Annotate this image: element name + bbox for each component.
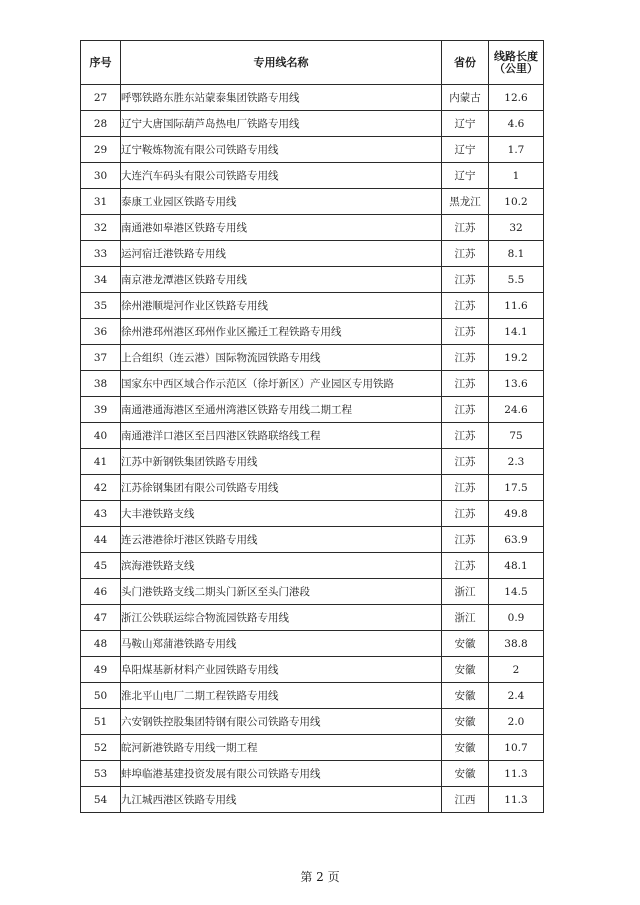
cell-name: 上合组织（连云港）国际物流园铁路专用线 xyxy=(121,345,442,371)
cell-province: 安徽 xyxy=(442,657,489,683)
cell-no: 53 xyxy=(81,761,121,787)
cell-province: 江苏 xyxy=(442,475,489,501)
table-row xyxy=(81,735,544,761)
table-row xyxy=(81,215,544,241)
cell-length: 1.7 xyxy=(489,137,544,163)
table-row xyxy=(81,85,544,111)
cell-name: 辽宁鞍炼物流有限公司铁路专用线 xyxy=(121,137,442,163)
cell-no: 41 xyxy=(81,449,121,475)
cell-province: 江苏 xyxy=(442,423,489,449)
cell-name: 滨海港铁路支线 xyxy=(121,553,442,579)
cell-length: 10.2 xyxy=(489,189,544,215)
cell-province: 江苏 xyxy=(442,553,489,579)
cell-province: 江苏 xyxy=(442,215,489,241)
cell-province: 江苏 xyxy=(442,241,489,267)
table-row xyxy=(81,475,544,501)
cell-no: 34 xyxy=(81,267,121,293)
cell-length: 19.2 xyxy=(489,345,544,371)
cell-no: 43 xyxy=(81,501,121,527)
cell-no: 42 xyxy=(81,475,121,501)
table-body xyxy=(81,85,544,813)
cell-no: 36 xyxy=(81,319,121,345)
cell-no: 45 xyxy=(81,553,121,579)
cell-no: 27 xyxy=(81,85,121,111)
cell-province: 辽宁 xyxy=(442,137,489,163)
cell-name: 徐州港邳州港区邳州作业区搬迁工程铁路专用线 xyxy=(121,319,442,345)
table-row xyxy=(81,579,544,605)
cell-length: 8.1 xyxy=(489,241,544,267)
table-row xyxy=(81,761,544,787)
cell-province: 江苏 xyxy=(442,527,489,553)
cell-province: 江苏 xyxy=(442,319,489,345)
cell-province: 浙江 xyxy=(442,605,489,631)
cell-no: 38 xyxy=(81,371,121,397)
cell-name: 皖河新港铁路专用线一期工程 xyxy=(121,735,442,761)
cell-length: 11.6 xyxy=(489,293,544,319)
cell-length: 13.6 xyxy=(489,371,544,397)
header-no: 序号 xyxy=(81,41,121,85)
cell-length: 49.8 xyxy=(489,501,544,527)
cell-name: 南通港通海港区至通州湾港区铁路专用线二期工程 xyxy=(121,397,442,423)
table-row xyxy=(81,241,544,267)
cell-province: 江苏 xyxy=(442,397,489,423)
cell-name: 江苏中新钢铁集团铁路专用线 xyxy=(121,449,442,475)
cell-name: 大丰港铁路支线 xyxy=(121,501,442,527)
cell-length: 2.4 xyxy=(489,683,544,709)
railway-line-table xyxy=(80,40,544,813)
table-row xyxy=(81,683,544,709)
table-row xyxy=(81,605,544,631)
cell-province: 江苏 xyxy=(442,293,489,319)
cell-length: 75 xyxy=(489,423,544,449)
header-length-line2: （公里） xyxy=(494,61,538,75)
table-row xyxy=(81,449,544,475)
table-row xyxy=(81,163,544,189)
cell-name: 江苏徐钢集团有限公司铁路专用线 xyxy=(121,475,442,501)
table-row xyxy=(81,423,544,449)
cell-province: 江西 xyxy=(442,787,489,813)
cell-no: 51 xyxy=(81,709,121,735)
cell-no: 54 xyxy=(81,787,121,813)
cell-no: 33 xyxy=(81,241,121,267)
cell-province: 黑龙江 xyxy=(442,189,489,215)
table-header-row xyxy=(81,41,544,85)
table-row xyxy=(81,397,544,423)
table-row xyxy=(81,319,544,345)
cell-no: 32 xyxy=(81,215,121,241)
cell-province: 江苏 xyxy=(442,501,489,527)
cell-length: 4.6 xyxy=(489,111,544,137)
header-length xyxy=(489,41,544,85)
cell-name: 头门港铁路支线二期头门新区至头门港段 xyxy=(121,579,442,605)
cell-name: 九江城西港区铁路专用线 xyxy=(121,787,442,813)
header-length-line1: 线路长度 xyxy=(494,49,538,63)
cell-no: 50 xyxy=(81,683,121,709)
cell-length: 63.9 xyxy=(489,527,544,553)
cell-length: 17.5 xyxy=(489,475,544,501)
header-province: 省份 xyxy=(442,41,489,85)
cell-length: 14.5 xyxy=(489,579,544,605)
cell-length: 24.6 xyxy=(489,397,544,423)
cell-name: 连云港港徐圩港区铁路专用线 xyxy=(121,527,442,553)
cell-no: 48 xyxy=(81,631,121,657)
cell-province: 安徽 xyxy=(442,735,489,761)
cell-province: 浙江 xyxy=(442,579,489,605)
cell-length: 12.6 xyxy=(489,85,544,111)
cell-name: 呼鄂铁路东胜东站蒙泰集团铁路专用线 xyxy=(121,85,442,111)
cell-province: 安徽 xyxy=(442,631,489,657)
cell-name: 淮北平山电厂二期工程铁路专用线 xyxy=(121,683,442,709)
cell-province: 辽宁 xyxy=(442,163,489,189)
cell-name: 阜阳煤基新材料产业园铁路专用线 xyxy=(121,657,442,683)
cell-name: 南通港洋口港区至吕四港区铁路联络线工程 xyxy=(121,423,442,449)
table-row xyxy=(81,527,544,553)
cell-province: 辽宁 xyxy=(442,111,489,137)
cell-name: 马鞍山郑蒲港铁路专用线 xyxy=(121,631,442,657)
cell-province: 江苏 xyxy=(442,345,489,371)
table-row xyxy=(81,371,544,397)
table-row xyxy=(81,137,544,163)
cell-name: 浙江公铁联运综合物流园铁路专用线 xyxy=(121,605,442,631)
cell-name: 泰康工业园区铁路专用线 xyxy=(121,189,442,215)
cell-length: 2.0 xyxy=(489,709,544,735)
cell-no: 52 xyxy=(81,735,121,761)
table-row xyxy=(81,553,544,579)
cell-length: 2 xyxy=(489,657,544,683)
cell-province: 安徽 xyxy=(442,683,489,709)
cell-length: 0.9 xyxy=(489,605,544,631)
table-row xyxy=(81,709,544,735)
cell-no: 35 xyxy=(81,293,121,319)
cell-length: 5.5 xyxy=(489,267,544,293)
cell-province: 江苏 xyxy=(442,449,489,475)
table-row xyxy=(81,345,544,371)
cell-name: 六安钢铁控股集团特钢有限公司铁路专用线 xyxy=(121,709,442,735)
cell-no: 40 xyxy=(81,423,121,449)
cell-province: 江苏 xyxy=(442,371,489,397)
cell-name: 大连汽车码头有限公司铁路专用线 xyxy=(121,163,442,189)
cell-length: 11.3 xyxy=(489,761,544,787)
cell-length: 1 xyxy=(489,163,544,189)
cell-province: 江苏 xyxy=(442,267,489,293)
table-row xyxy=(81,657,544,683)
cell-name: 南通港如皋港区铁路专用线 xyxy=(121,215,442,241)
cell-length: 2.3 xyxy=(489,449,544,475)
table-row xyxy=(81,293,544,319)
cell-no: 37 xyxy=(81,345,121,371)
cell-name: 国家东中西区域合作示范区（徐圩新区）产业园区专用铁路 xyxy=(121,371,442,397)
table-row xyxy=(81,501,544,527)
page-number: 第 2 页 xyxy=(300,870,340,884)
cell-no: 44 xyxy=(81,527,121,553)
cell-no: 31 xyxy=(81,189,121,215)
cell-no: 47 xyxy=(81,605,121,631)
cell-name: 辽宁大唐国际葫芦岛热电厂铁路专用线 xyxy=(121,111,442,137)
cell-no: 49 xyxy=(81,657,121,683)
cell-length: 10.7 xyxy=(489,735,544,761)
table-row xyxy=(81,267,544,293)
table-row xyxy=(81,631,544,657)
cell-province: 安徽 xyxy=(442,761,489,787)
cell-length: 14.1 xyxy=(489,319,544,345)
cell-name: 蚌埠临港基建投资发展有限公司铁路专用线 xyxy=(121,761,442,787)
cell-no: 46 xyxy=(81,579,121,605)
cell-length: 38.8 xyxy=(489,631,544,657)
cell-length: 48.1 xyxy=(489,553,544,579)
cell-name: 徐州港顺堤河作业区铁路专用线 xyxy=(121,293,442,319)
cell-length: 11.3 xyxy=(489,787,544,813)
cell-name: 运河宿迁港铁路专用线 xyxy=(121,241,442,267)
cell-no: 28 xyxy=(81,111,121,137)
cell-name: 南京港龙潭港区铁路专用线 xyxy=(121,267,442,293)
cell-province: 内蒙古 xyxy=(442,85,489,111)
cell-no: 39 xyxy=(81,397,121,423)
cell-length: 32 xyxy=(489,215,544,241)
header-name: 专用线名称 xyxy=(121,41,442,85)
table-row xyxy=(81,787,544,813)
table-row xyxy=(81,111,544,137)
table-row xyxy=(81,189,544,215)
cell-no: 29 xyxy=(81,137,121,163)
cell-province: 安徽 xyxy=(442,709,489,735)
cell-no: 30 xyxy=(81,163,121,189)
